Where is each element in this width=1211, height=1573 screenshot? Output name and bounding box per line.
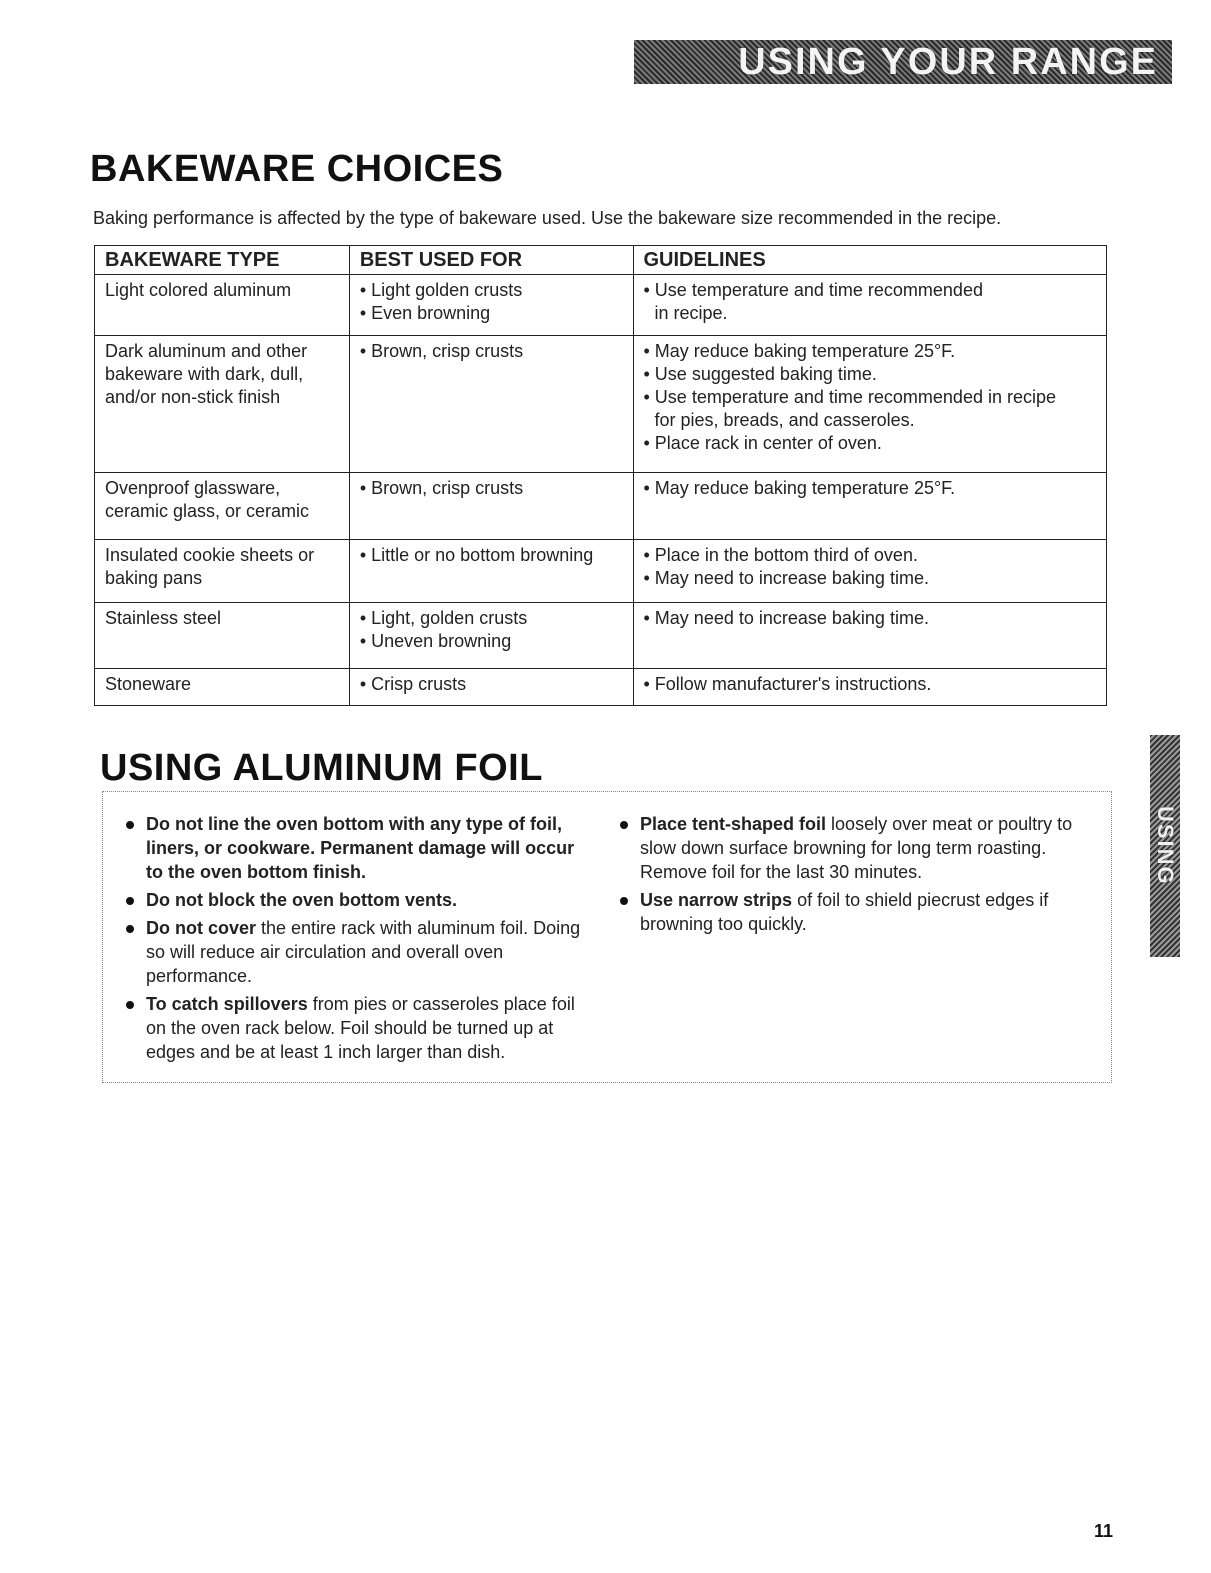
bullet-icon — [620, 897, 628, 905]
best-used-cell — [349, 603, 633, 669]
item-text: loosely over meat or poultry to slow down surface browning for long term roasting. Remove foil for the last 30 minutes. — [640, 814, 1073, 882]
cell-line: • Brown, crisp crusts — [359, 478, 524, 498]
cell-line: • Even browning — [359, 303, 491, 323]
table-row — [95, 336, 1107, 473]
cell-line: • May need to increase baking time. — [643, 608, 929, 628]
bullet-icon — [126, 821, 134, 829]
cell-line: • Light, golden crusts — [359, 608, 528, 628]
cell-line: • Place rack in center of oven. — [643, 433, 882, 453]
cell-line: Insulated cookie sheets or — [105, 545, 315, 565]
bakeware-type-cell — [95, 669, 350, 706]
best-used-cell — [349, 540, 633, 603]
bullet-icon — [620, 821, 628, 829]
column-header: BAKEWARE TYPE — [95, 246, 350, 275]
item-text: from pies or casseroles place foil on the oven rack below. Foil should be turned up at edges and be at least 1 inch larger than dish. — [146, 994, 575, 1062]
list-item — [124, 916, 594, 988]
list-item — [618, 812, 1088, 884]
table-row — [95, 540, 1107, 603]
guidelines-cell — [633, 275, 1107, 336]
best-used-cell — [349, 473, 633, 540]
bullet-icon — [126, 897, 134, 905]
cell-line: • Little or no bottom browning — [359, 545, 594, 565]
bullet-icon — [126, 925, 134, 933]
side-tab-label: USING — [1153, 806, 1178, 886]
foil-left-column — [124, 812, 594, 1068]
cell-line: for pies, breads, and casseroles. — [654, 410, 915, 430]
guidelines-cell — [633, 603, 1107, 669]
list-item — [124, 812, 594, 884]
item-bold: To catch spillovers — [146, 994, 308, 1014]
cell-line: ceramic glass, or ceramic — [105, 501, 310, 521]
cell-line: bakeware with dark, dull, — [105, 364, 304, 384]
cell-line: baking pans — [105, 568, 203, 588]
cell-line: • Use temperature and time recommended — [643, 280, 983, 300]
cell-line: • Use suggested baking time. — [643, 364, 877, 384]
cell-line: • May reduce baking temperature 25°F. — [643, 478, 956, 498]
cell-line: Stainless steel — [105, 608, 222, 628]
table-row — [95, 603, 1107, 669]
guidelines-cell — [633, 540, 1107, 603]
cell-line: • May reduce baking temperature 25°F. — [643, 341, 956, 361]
bakeware-type-cell — [95, 603, 350, 669]
cell-line: • May need to increase baking time. — [643, 568, 929, 588]
guidelines-cell — [633, 473, 1107, 540]
guidelines-cell — [633, 669, 1107, 706]
bakeware-table — [94, 245, 1107, 706]
cell-line: Ovenproof glassware, — [105, 478, 281, 498]
bullet-icon — [126, 1001, 134, 1009]
table-row — [95, 669, 1107, 706]
cell-line: • Crisp crusts — [359, 674, 467, 694]
table-header-row — [95, 246, 1107, 275]
section-header-band — [634, 40, 1172, 84]
bakeware-heading: BAKEWARE CHOICES — [90, 148, 504, 190]
list-item — [124, 992, 594, 1064]
side-section-tab — [1150, 735, 1180, 957]
page-number: 11 — [1094, 1521, 1114, 1541]
list-item — [618, 888, 1088, 936]
item-text: of foil to shield piecrust edges if browning too quickly. — [640, 890, 1049, 934]
foil-heading: USING ALUMINUM FOIL — [100, 747, 543, 789]
bakeware-type-cell — [95, 473, 350, 540]
bakeware-intro: Baking performance is affected by the type of bakeware used. Use the bakeware size recommended in the recipe. — [93, 208, 1002, 228]
bakeware-type-cell — [95, 540, 350, 603]
cell-line: in recipe. — [654, 303, 728, 323]
cell-line: • Brown, crisp crusts — [359, 341, 524, 361]
cell-line: Dark aluminum and other — [105, 341, 308, 361]
column-header: BEST USED FOR — [349, 246, 633, 275]
cell-line: • Light golden crusts — [359, 280, 523, 300]
cell-line: • Uneven browning — [359, 631, 512, 651]
item-bold: Do not block the oven bottom vents. — [146, 890, 458, 910]
cell-line: • Follow manufacturer's instructions. — [643, 674, 932, 694]
table-row — [95, 473, 1107, 540]
bakeware-type-cell — [95, 336, 350, 473]
bakeware-type-cell — [95, 275, 350, 336]
item-bold: Use narrow strips — [640, 890, 793, 910]
cell-line: and/or non-stick finish — [105, 387, 281, 407]
cell-line: • Place in the bottom third of oven. — [643, 545, 918, 565]
best-used-cell — [349, 336, 633, 473]
foil-right-column — [618, 812, 1088, 940]
column-header: GUIDELINES — [633, 246, 1107, 275]
best-used-cell — [349, 669, 633, 706]
cell-line: • Use temperature and time recommended in recipe — [643, 387, 1056, 407]
item-text: the entire rack with aluminum foil. Doing so will reduce air circulation and overall oven performance. — [146, 918, 581, 986]
list-item — [124, 888, 594, 912]
cell-line: Stoneware — [105, 674, 192, 694]
item-bold: Do not cover — [146, 918, 257, 938]
item-bold: Place tent-shaped foil — [640, 814, 827, 834]
best-used-cell — [349, 275, 633, 336]
cell-line: Light colored aluminum — [105, 280, 292, 300]
section-title: USING YOUR RANGE — [738, 40, 1158, 83]
item-bold: Do not line the oven bottom with any type of foil, liners, or cookware. Permanent damage will occur to the oven bottom finish. — [146, 814, 575, 882]
guidelines-cell — [633, 336, 1107, 473]
table-row — [95, 275, 1107, 336]
